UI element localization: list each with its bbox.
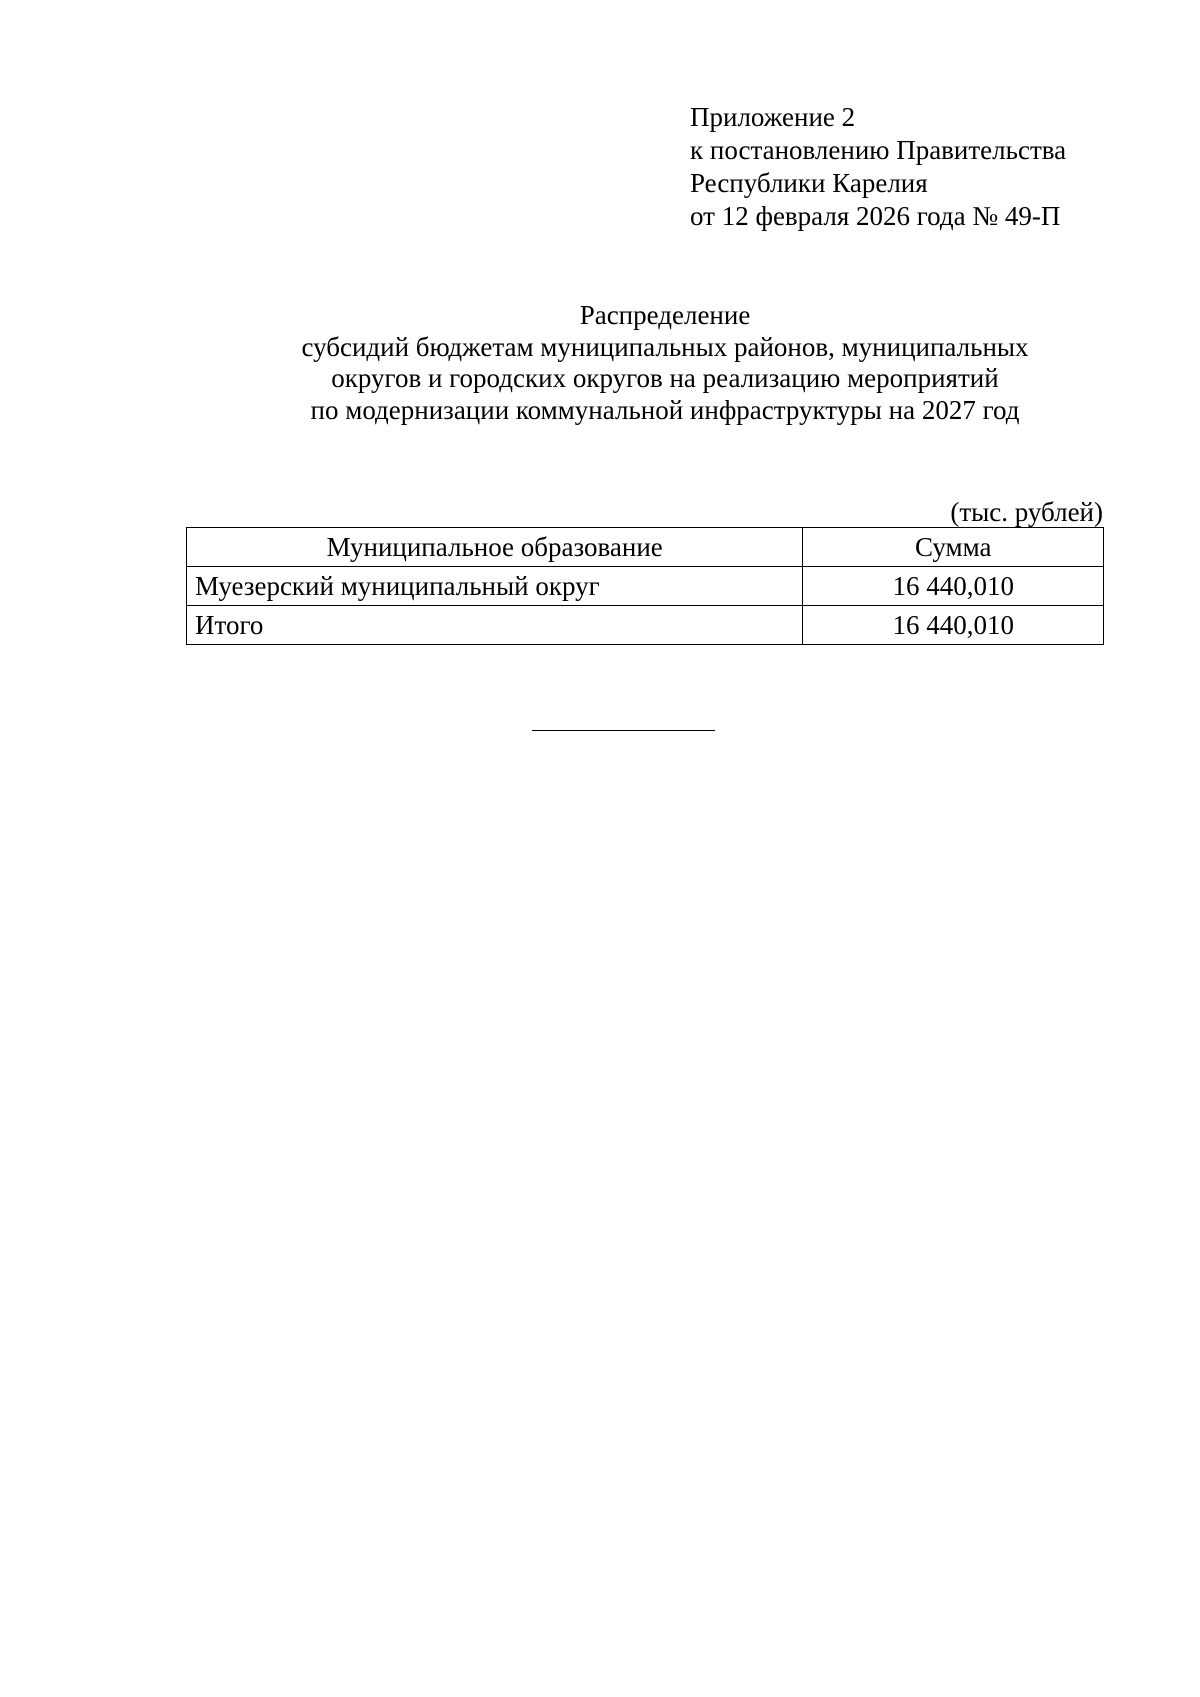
units-label: (тыс. рублей) — [950, 497, 1103, 527]
total-label-cell: Итого — [187, 606, 803, 645]
appendix-line: к постановлению Правительства — [690, 135, 1067, 165]
document-title — [170, 300, 1160, 426]
total-sum-cell: 16 440,010 — [803, 606, 1104, 645]
table-row-total — [187, 606, 1104, 645]
appendix-line: Приложение 2 — [690, 102, 856, 132]
end-separator-line — [532, 730, 715, 731]
title-line: округов и городских округов на реализацию мероприятий — [331, 363, 999, 393]
table-header-row — [187, 528, 1104, 567]
column-header-sum: Сумма — [803, 528, 1104, 567]
municipality-cell: Муезерский муниципальный округ — [187, 567, 803, 606]
table-row — [187, 567, 1104, 606]
column-header-municipality: Муниципальное образование — [187, 528, 803, 567]
distribution-table — [186, 527, 1104, 645]
title-line: Распределение — [579, 300, 751, 330]
appendix-line: Республики Карелия — [690, 168, 928, 198]
title-line: по модернизации коммунальной инфраструктуры на 2027 год — [310, 394, 1020, 425]
appendix-line: от 12 февраля 2026 года № 49-П — [690, 201, 1061, 231]
title-line: субсидий бюджетам муниципальных районов, муниципальных — [301, 331, 1029, 362]
appendix-header — [690, 101, 1066, 233]
sum-cell: 16 440,010 — [803, 567, 1104, 606]
